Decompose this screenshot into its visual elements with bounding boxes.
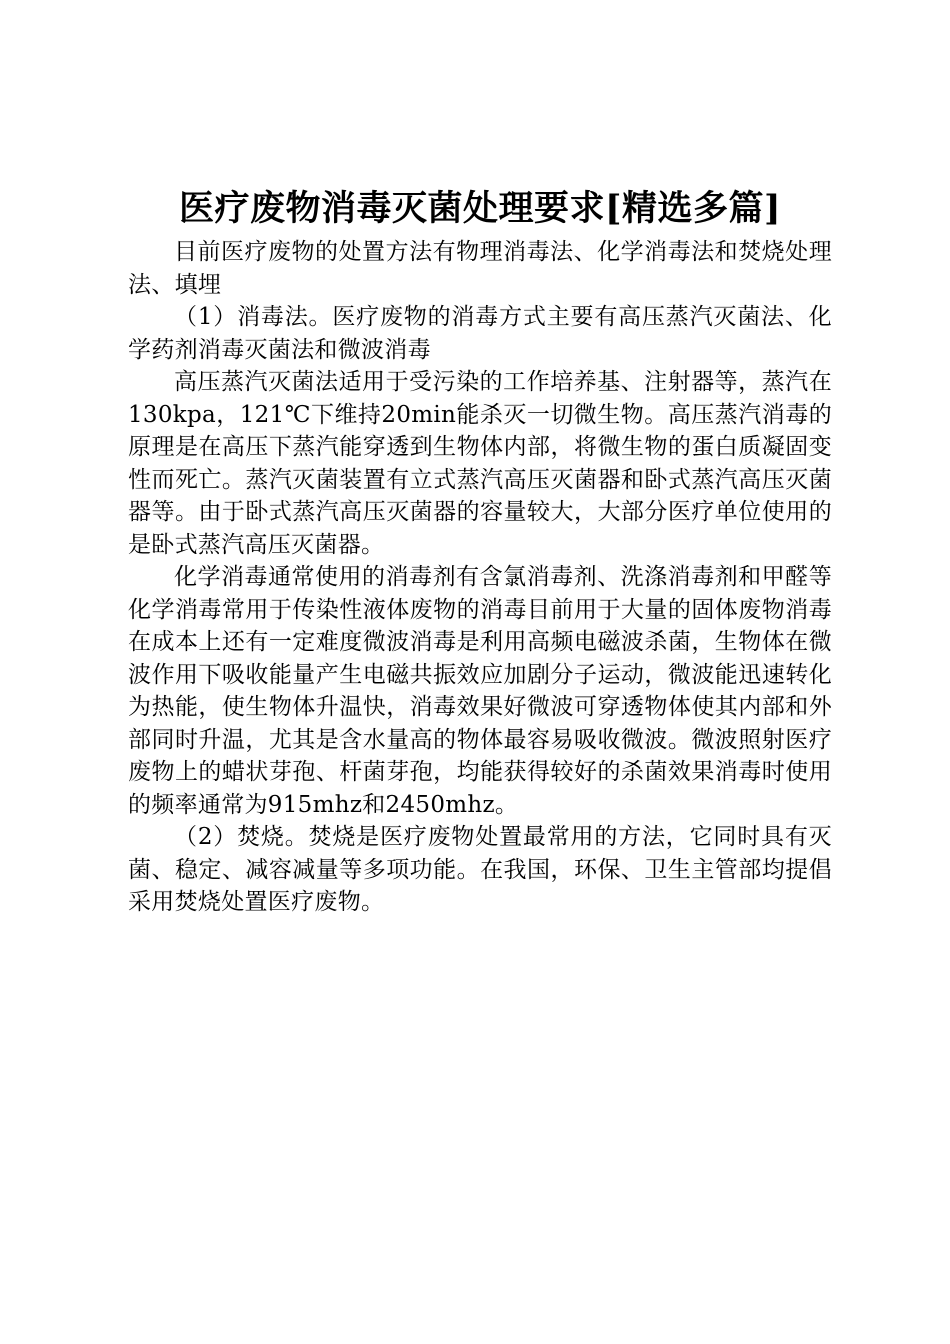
paragraph-steam-sterilization: 高压蒸汽灭菌法适用于受污染的工作培养基、注射器等，蒸汽在130kpa，121℃下维持20min能杀灭一切微生物。高压蒸汽消毒的原理是在高压下蒸汽能穿透到生物体内部，将微生物的蛋白质凝固变性而死亡。蒸汽灭菌装置有立式蒸汽高压灭菌器和卧式蒸汽高压灭菌器等。由于卧式蒸汽高压灭菌器的容量较大，大部分医疗单位使用的是卧式蒸汽高压灭菌器。 [128,369,832,558]
document-body [128,186,832,919]
paragraph-incineration: （2）焚烧。焚烧是医疗废物处置最常用的方法，它同时具有灭菌、稳定、减容减量等多项功能。在我国，环保、卫生主管部均提倡采用焚烧处置医疗废物。 [128,824,832,915]
paragraph-intro: 目前医疗废物的处置方法有物理消毒法、化学消毒法和焚烧处理法、填埋 [128,239,832,298]
document-title: 医疗废物消毒灭菌处理要求[精选多篇] [178,188,782,229]
paragraph-chemical-microwave: 化学消毒通常使用的消毒剂有含氯消毒剂、洗涤消毒剂和甲醛等化学消毒常用于传染性液体废物的消毒目前用于大量的固体废物消毒在成本上还有一定难度微波消毒是利用高频电磁波杀菌，生物体在微波作用下吸收能量产生电磁共振效应加剧分子运动，微波能迅速转化为热能，使生物体升温快，消毒效果好微波可穿透物体使其内部和外部同时升温，尤其是含水量高的物体最容易吸收微波。微波照射医疗废物上的蜡状芽孢、杆菌芽孢，均能获得较好的杀菌效果消毒时使用的频率通常为915mhz和2450mhz。 [128,564,832,818]
paragraph-disinfection-method: （1）消毒法。医疗废物的消毒方式主要有高压蒸汽灭菌法、化学药剂消毒灭菌法和微波消毒 [128,304,832,363]
